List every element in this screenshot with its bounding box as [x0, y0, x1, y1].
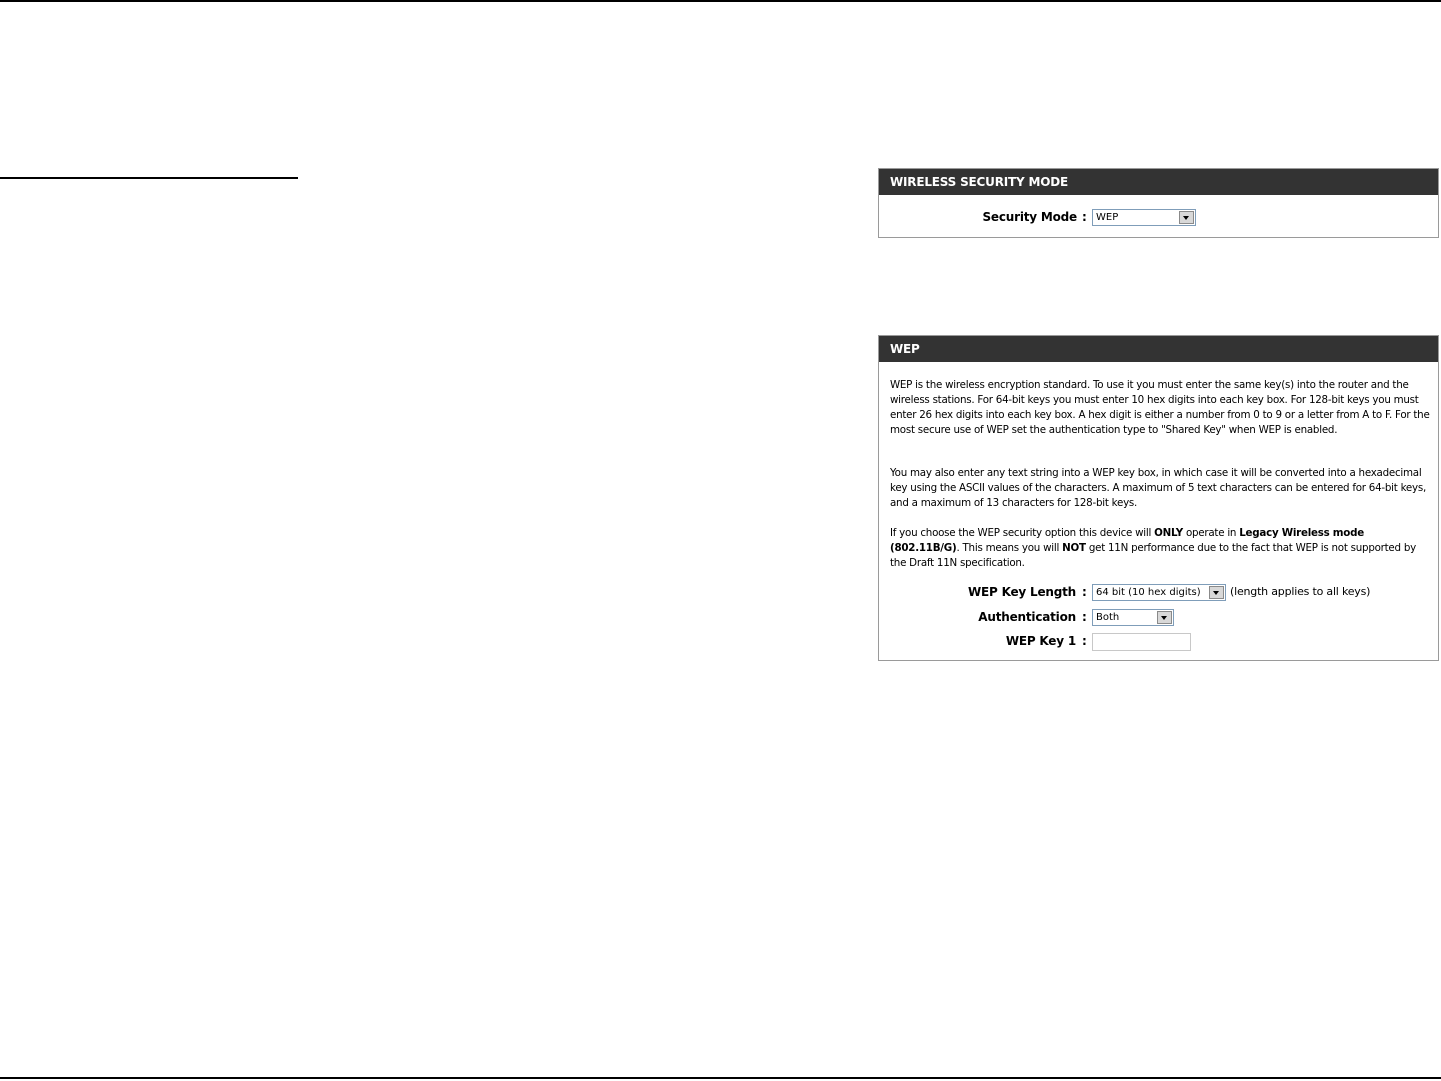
- colon: :: [1082, 210, 1087, 224]
- bottom-rule: [0, 1077, 1441, 1079]
- wep-key-length-label: WEP Key Length: [967, 585, 1076, 599]
- wep-key-length-select[interactable]: [1092, 584, 1226, 601]
- colon: :: [1082, 634, 1087, 648]
- wep-panel: [878, 335, 1439, 661]
- panel-header: WEP: [879, 336, 1438, 362]
- authentication-label: Authentication: [978, 610, 1076, 624]
- chevron-down-icon[interactable]: [1209, 586, 1224, 599]
- text-segment: . This means you will: [956, 541, 1063, 554]
- wep-description-1: WEP is the wireless encryption standard. To use it you must enter the same key(s) into the router and the wireless stations. For 64-bit keys you must enter 10 hex digits into each key box. For 128-bit keys you must enter 26 hex digits into each key box. A hex digit is either a number from 0 to 9 or a letter from A to F. For the most secure use of WEP set the authentication type to "Shared Key" when WEP is enabled.: [890, 379, 1430, 436]
- chevron-down-icon[interactable]: [1157, 611, 1172, 624]
- authentication-value: Both: [1096, 612, 1120, 623]
- wep-key-1-input[interactable]: [1092, 633, 1191, 651]
- security-mode-label: Security Mode: [982, 210, 1077, 224]
- panel-header: WIRELESS SECURITY MODE: [879, 169, 1438, 195]
- text-segment: operate in: [1182, 527, 1240, 539]
- wep-key-1-label: WEP Key 1: [1005, 634, 1076, 648]
- key-length-note: (length applies to all keys): [1230, 585, 1371, 598]
- wep-description-3: [890, 526, 1430, 571]
- emphasis-legacy-mode: Legacy Wireless mode (802.11B/G): [890, 527, 1364, 554]
- security-mode-select[interactable]: [1092, 209, 1196, 226]
- security-mode-value: WEP: [1096, 212, 1119, 223]
- authentication-select[interactable]: [1092, 609, 1174, 626]
- wep-description-2: You may also enter any text string into a WEP key box, in which case it will be converted into a hexadecimal key using the ASCII values of the characters. A maximum of 5 text characters can be entered for 64-bit keys, and a maximum of 13 characters for 128-bit keys.: [890, 467, 1426, 509]
- section-underline: [0, 177, 298, 179]
- wireless-security-mode-panel: [878, 168, 1439, 238]
- emphasis-not: NOT: [1062, 541, 1086, 554]
- top-rule: [0, 0, 1441, 2]
- colon: :: [1082, 610, 1087, 624]
- wep-key-length-value: 64 bit (10 hex digits): [1096, 587, 1201, 598]
- chevron-down-icon[interactable]: [1179, 211, 1194, 224]
- emphasis-only: ONLY: [1154, 527, 1183, 539]
- text-segment: If you choose the WEP security option this device will: [890, 527, 1155, 539]
- colon: :: [1082, 585, 1087, 599]
- text-segment: get 11N performance due to the fact that WEP is not supported by the Draft 11N specification.: [890, 541, 1416, 569]
